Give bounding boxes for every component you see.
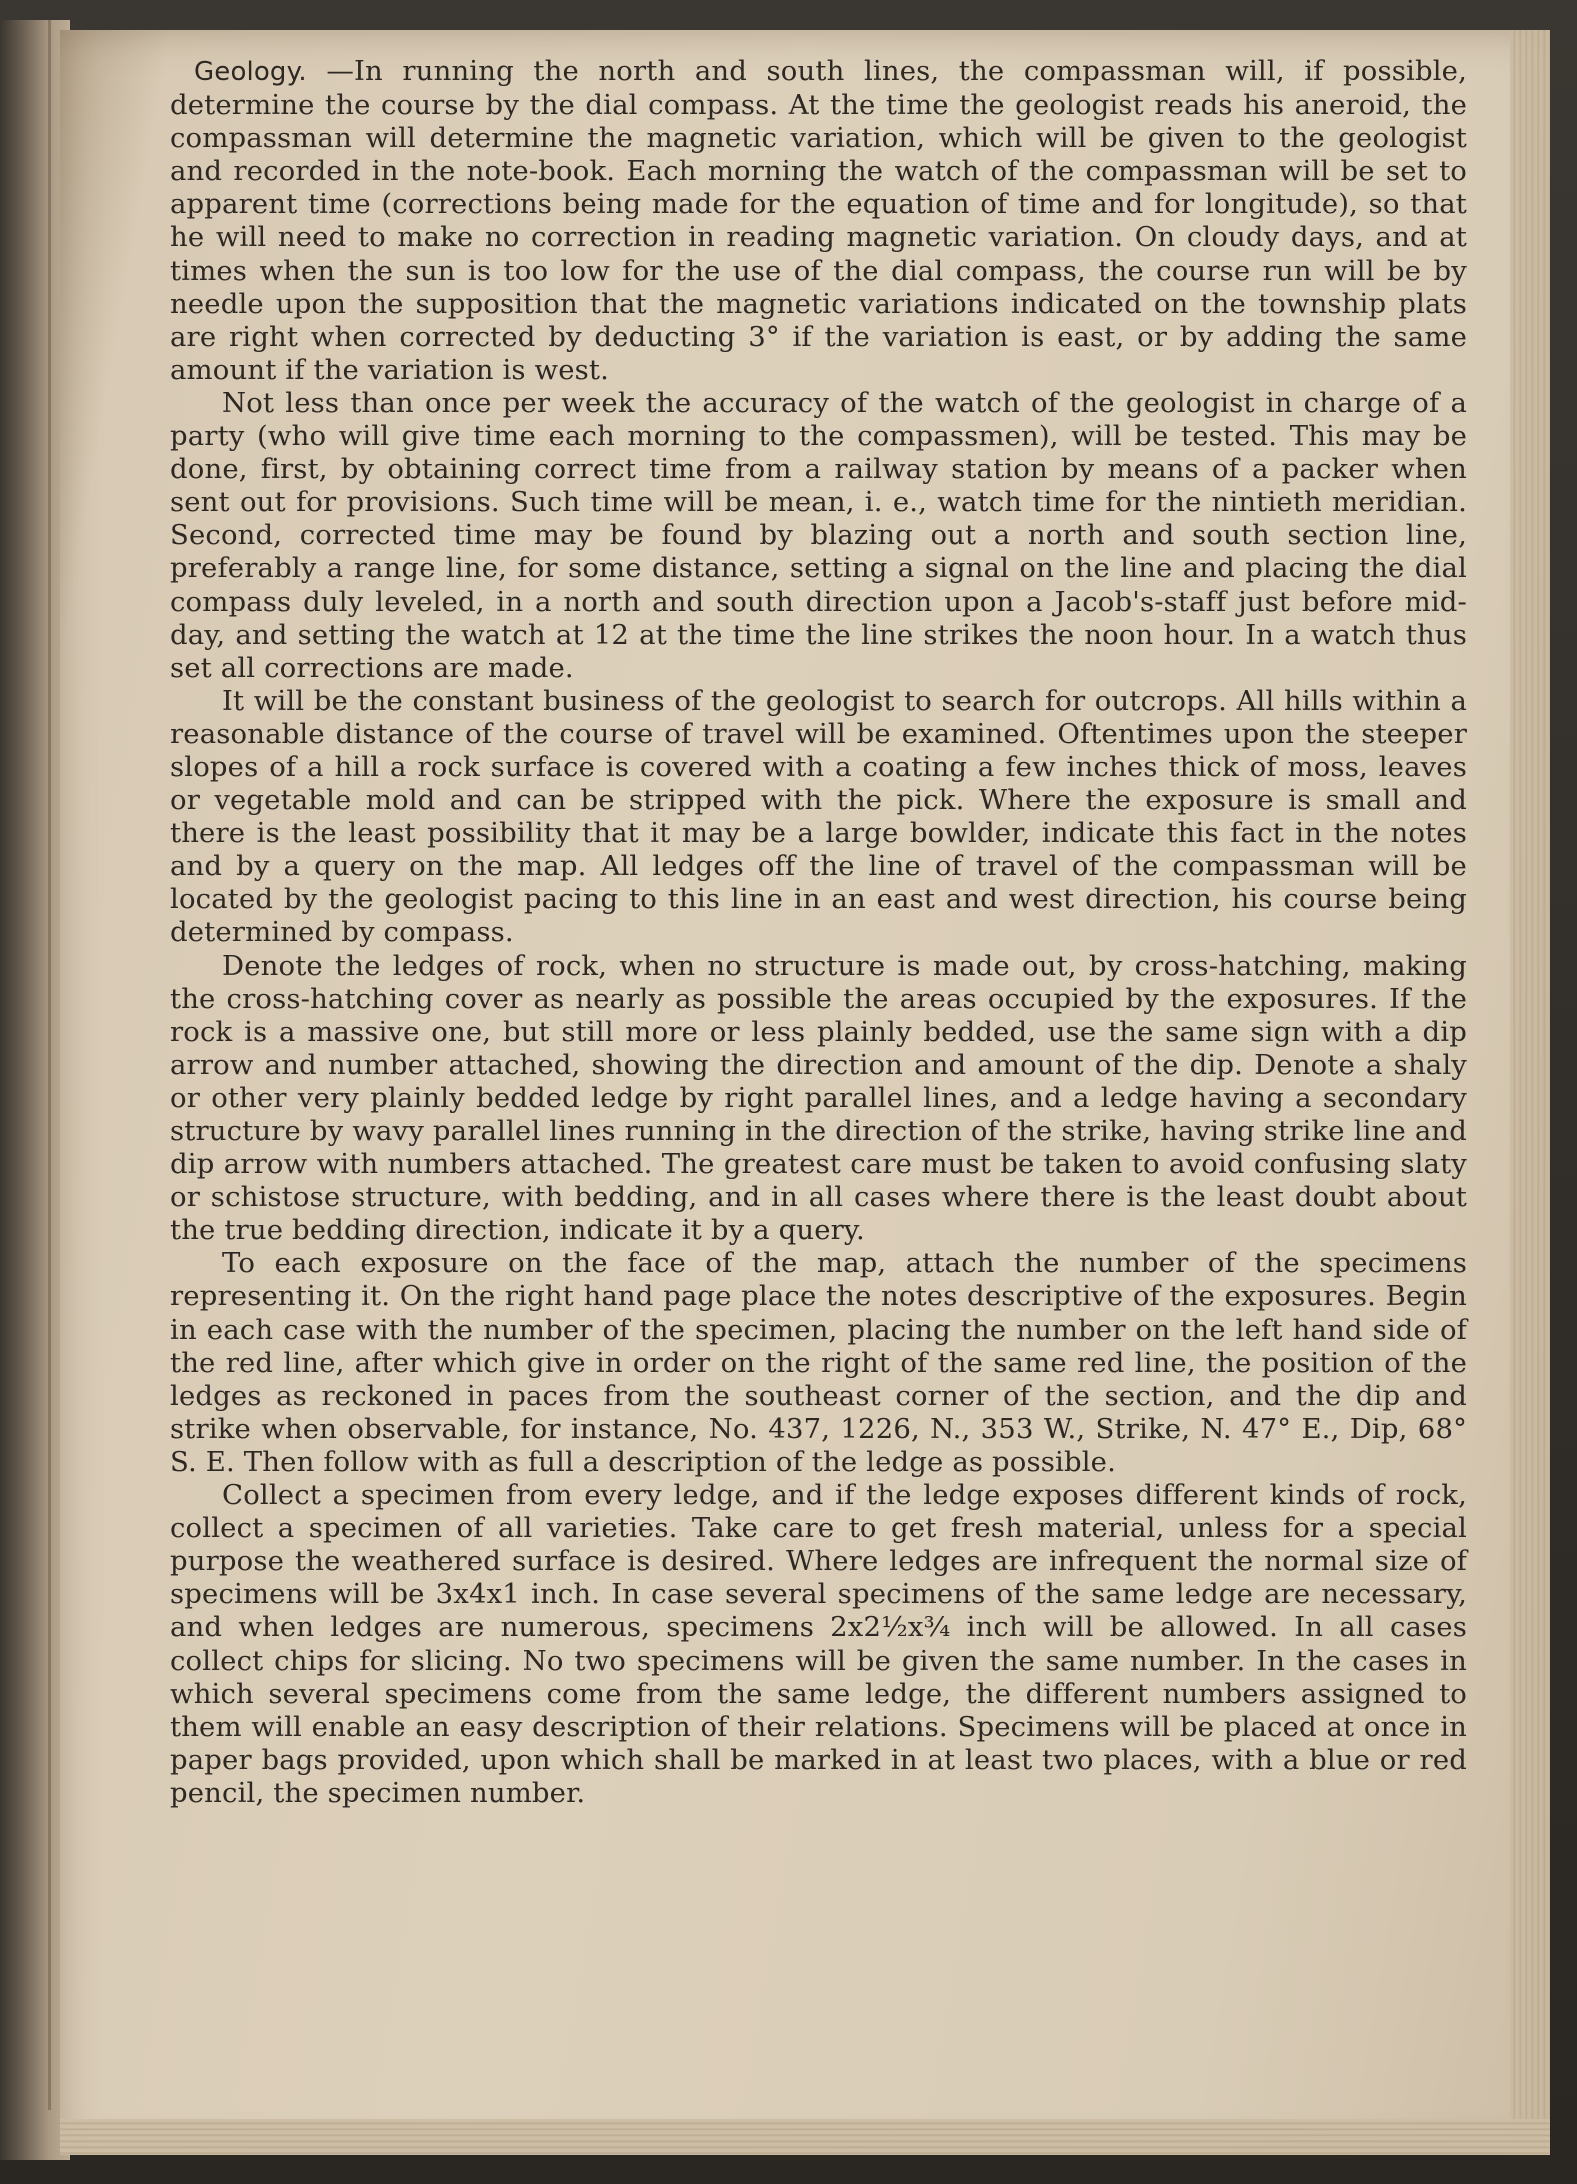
paragraph-3: It will be the constant business of the geologist to search for outcrops. All hills within a reasonable distance of the course of travel will be examined. Oftentimes upon the steeper slopes of a hill a rock surface is covered with a coating a few inches thick of moss, leaves or vegetable mold and can be stripped with the pick. Where the exposure is small and there is the least possibility that it may be a large bowlder, indicate this fact in the notes and by a query on the map. All ledges off the line of travel of the compassman will be located by the geologist pacing to this line in an east and west direction, his course being determined by compass. xyxy=(170,684,1467,949)
section-heading: Geology. xyxy=(194,57,307,87)
paragraph-2: Not less than once per week the accuracy of the watch of the geologist in charge of a party (who will give time each morning to the compassmen), will be tested. This may be done, first, by obtaining correct time from a railway station by means of a packer when sent out for provisions. Such time will be mean, i. e., watch time for the nintieth meridian. Second, corrected time may be found by blazing out a north and south section line, preferably a range line, for some distance, setting a signal on the line and placing the dial compass duly leveled, in a north and south direction upon a Jacob's-staff just before mid-day, and setting the watch at 12 at the time the line strikes the noon hour. In a watch thus set all corrections are made. xyxy=(170,386,1467,684)
paragraph-4: Denote the ledges of rock, when no structure is made out, by cross-hatching, making the cross-hatching cover as nearly as possible the areas occupied by the exposures. If the rock is a massive one, but still more or less plainly bedded, use the same sign with a dip arrow and number attached, showing the direction and amount of the dip. Denote a shaly or other very plainly bedded ledge by right parallel lines, and a ledge having a secondary structure by wavy parallel lines running in the direction of the strike, having strike line and dip arrow with numbers attached. The greatest care must be taken to avoid confusing slaty or schistose structure, with bedding, and in all cases where there is the least doubt about the true bedding direction, indicate it by a query. xyxy=(170,949,1467,1247)
page-stack-bottom-edge xyxy=(60,2119,1550,2155)
page-stack-right-edge xyxy=(1510,30,1550,2155)
paragraph-1-text: —In running the north and south lines, the compassman will, if possible, determine the course by the dial compass. At the time the geologist reads his aneroid, the compassman will determine the magnetic variation, which will be given to the geologist and recorded in the note-book. Each morning the watch of the compassman will be set to apparent time (corrections being made for the equation of time and for longitude), so that he will need to make no correction in reading magnetic variation. On cloudy days, and at times when the sun is too low for the use of the dial compass, the course run will be by needle upon the supposition that the magnetic variations indicated on the township plats are right when corrected by deducting 3° if the variation is east, or by adding the same amount if the variation is west. xyxy=(170,55,1467,386)
binding-line xyxy=(48,20,51,2110)
paragraph-1 xyxy=(170,55,1467,387)
paragraph-6: Collect a specimen from every ledge, and if the ledge exposes different kinds of rock, collect a specimen of all varieties. Take care to get fresh material, unless for a special purpose the weathered surface is desired. Where ledges are infrequent the normal size of specimens will be 3x4x1 inch. In case several specimens of the same ledge are necessary, and when ledges are numerous, specimens 2x2½x¾ inch will be allowed. In all cases collect chips for slicing. No two specimens will be given the same number. In the cases in which several specimens come from the same ledge, the different numbers assigned to them will enable an easy description of their relations. Specimens will be placed at once in paper bags provided, upon which shall be marked in at least two places, with a blue or red pencil, the specimen number. xyxy=(170,1479,1467,1809)
page-text xyxy=(170,55,1467,1810)
paragraph-5: To each exposure on the face of the map, attach the number of the specimens representing it. On the right hand page place the notes descriptive of the exposures. Begin in each case with the number of the specimen, placing the number on the left hand side of the red line, after which give in order on the right of the same red line, the position of the ledges as reckoned in paces from the southeast corner of the section, and the dip and strike when observable, for instance, No. 437, 1226, N., 353 W., Strike, N. 47° E., Dip, 68° S. E. Then follow with as full a description of the ledge as possible. xyxy=(170,1247,1467,1478)
